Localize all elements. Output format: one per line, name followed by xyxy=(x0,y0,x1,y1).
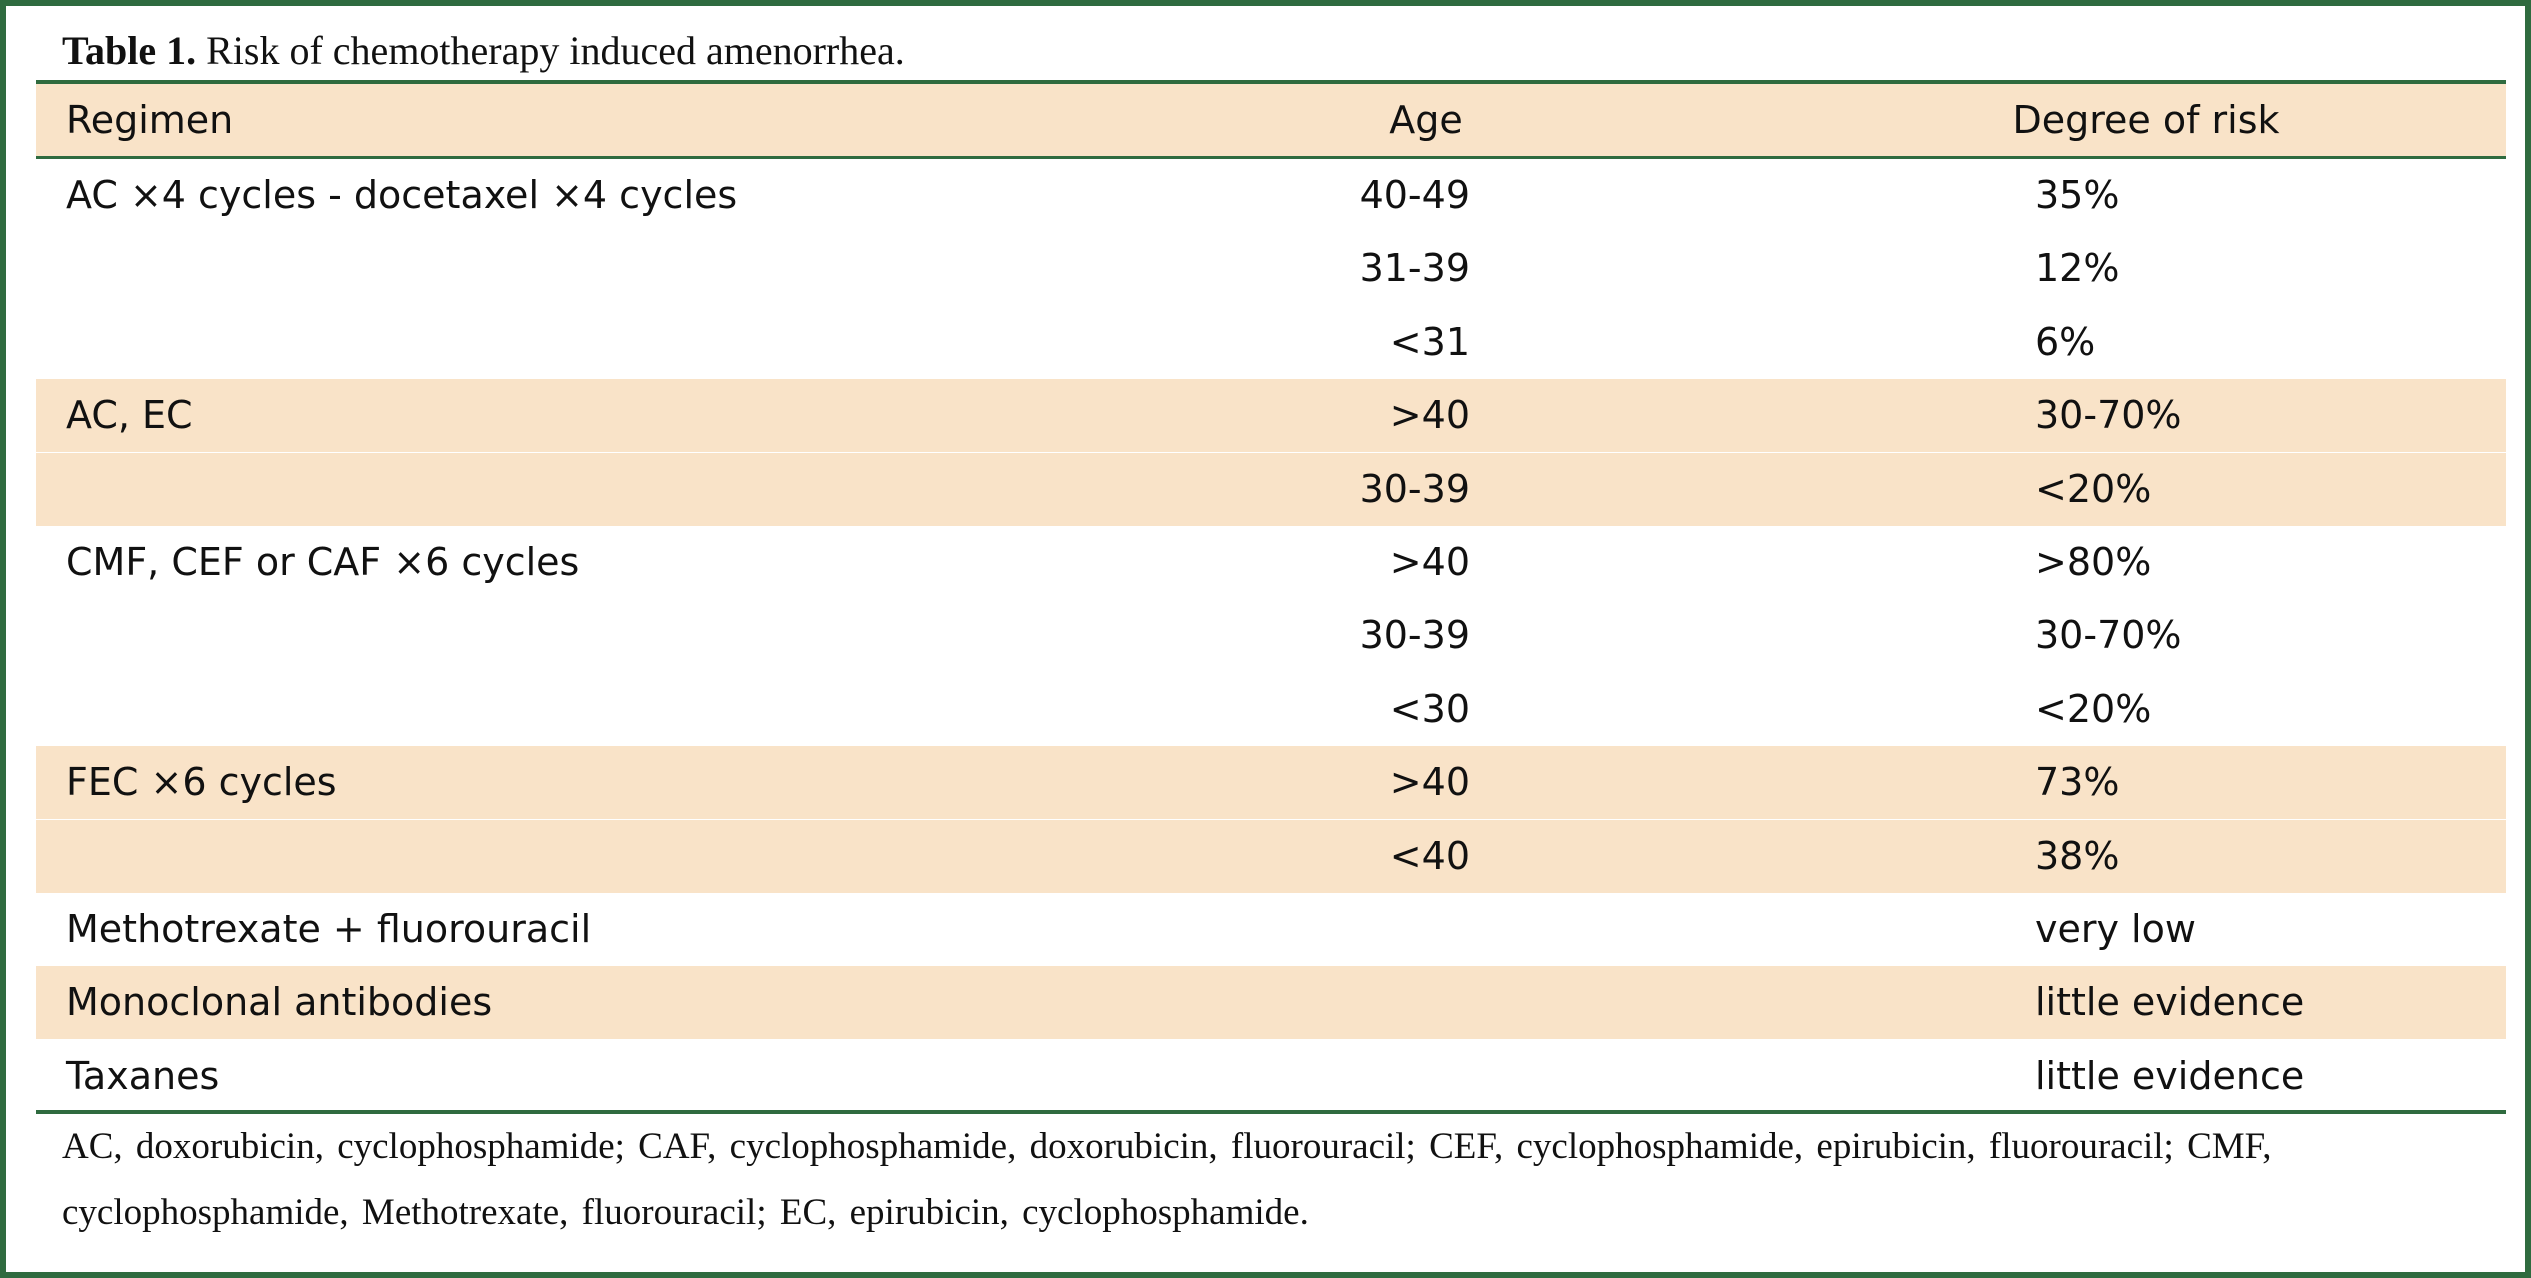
table-footnote: AC, doxorubicin, cyclophosphamide; CAF, cyclophosphamide, doxorubicin, fluorouracil; CEF, cyclophosphamide, epirubicin, fluorouracil; CMF, cyclophosphamide, Methotrexate, fluorouracil; EC, epirubicin, cyclophosphamide. xyxy=(62,1126,2272,1233)
table-caption xyxy=(62,20,905,82)
cell-risk: 38% xyxy=(2035,833,2120,878)
cell-risk: 73% xyxy=(2035,760,2120,805)
cell-regimen: Taxanes xyxy=(66,1053,220,1098)
table-row xyxy=(36,746,2506,819)
cell-age: 31-39 xyxy=(1359,246,1470,291)
cell-risk: >80% xyxy=(2035,540,2152,584)
cell-risk: <20% xyxy=(2035,686,2152,731)
cell-regimen: CMF, CEF or CAF ×6 cycles xyxy=(66,540,580,584)
cell-regimen: FEC ×6 cycles xyxy=(66,760,337,805)
table-row xyxy=(36,232,2506,305)
cell-age: <40 xyxy=(1389,833,1470,878)
table-row xyxy=(36,379,2506,452)
table-row xyxy=(36,306,2506,379)
cell-risk: little evidence xyxy=(2035,1053,2305,1098)
table-row xyxy=(36,893,2506,966)
cell-age: 40-49 xyxy=(1359,173,1470,217)
table-row xyxy=(36,526,2506,599)
cell-age: <30 xyxy=(1389,686,1470,731)
cell-age: 30-39 xyxy=(1359,466,1470,511)
table-row xyxy=(36,159,2506,232)
cell-regimen: AC, EC xyxy=(66,393,193,438)
table-row xyxy=(36,966,2506,1039)
cell-risk: 30-70% xyxy=(2035,613,2182,658)
cell-age: >40 xyxy=(1389,540,1470,584)
cell-age: >40 xyxy=(1389,760,1470,805)
cell-age: 30-39 xyxy=(1359,613,1470,658)
cell-age: <31 xyxy=(1389,319,1470,364)
cell-regimen: Monoclonal antibodies xyxy=(66,980,493,1025)
cell-risk: very low xyxy=(2035,907,2196,951)
cell-regimen: AC ×4 cycles - docetaxel ×4 cycles xyxy=(66,173,738,217)
table-row xyxy=(36,599,2506,672)
table-row xyxy=(36,673,2506,746)
cell-risk: <20% xyxy=(2035,466,2152,511)
cell-age: >40 xyxy=(1389,393,1470,438)
table-row xyxy=(36,820,2506,893)
header-row xyxy=(36,84,2506,156)
header-age: Age xyxy=(1389,98,1463,142)
cell-risk: 35% xyxy=(2035,173,2120,217)
table-row xyxy=(36,453,2506,526)
cell-risk: little evidence xyxy=(2035,980,2305,1025)
cell-risk: 6% xyxy=(2035,319,2096,364)
table-title: Risk of chemotherapy induced amenorrhea. xyxy=(196,28,905,73)
table-row xyxy=(36,1040,2506,1113)
cell-regimen: Methotrexate + fluorouracil xyxy=(66,907,592,951)
header-regimen: Regimen xyxy=(66,98,234,142)
header-rule xyxy=(36,156,2506,159)
table-label: Table 1. xyxy=(62,28,197,73)
cell-risk: 12% xyxy=(2035,246,2120,291)
cell-risk: 30-70% xyxy=(2035,393,2182,438)
header-risk: Degree of risk xyxy=(2012,98,2280,142)
